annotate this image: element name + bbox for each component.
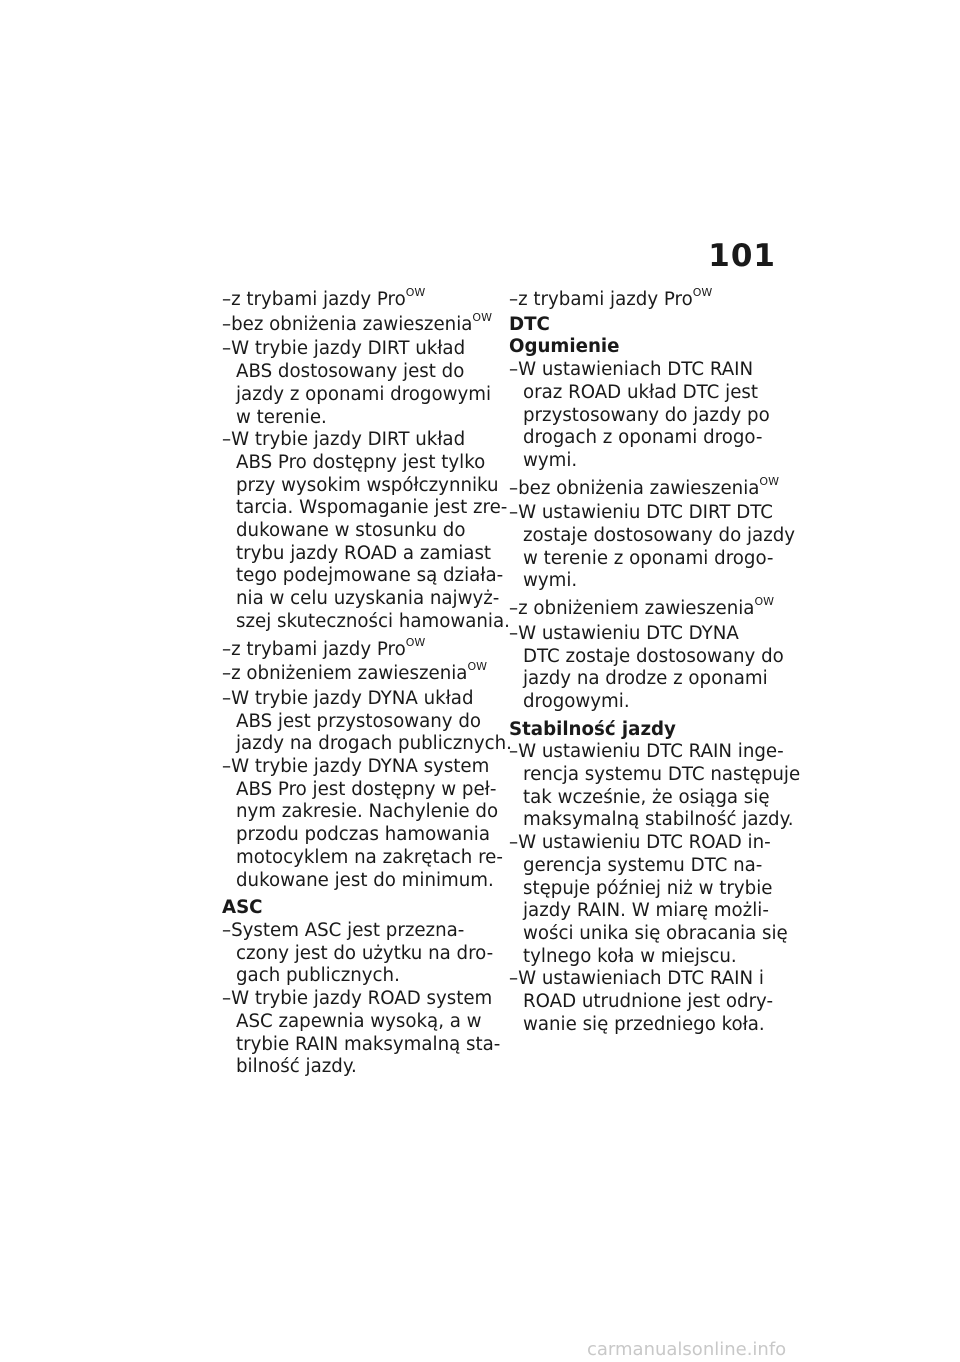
text-line bbox=[509, 382, 781, 405]
line-text: zostaje dostosowany do jazdy bbox=[523, 525, 796, 547]
text-line bbox=[509, 450, 781, 473]
line-text: –W trybie jazdy DIRT układ bbox=[222, 338, 466, 360]
option-superscript: OW bbox=[759, 474, 779, 488]
option-superscript: OW bbox=[405, 635, 426, 649]
text-line bbox=[509, 832, 781, 855]
line-text: –W trybie jazdy DYNA system bbox=[222, 756, 490, 778]
text-line bbox=[509, 668, 781, 691]
text-line bbox=[509, 855, 781, 878]
text-line bbox=[222, 801, 499, 824]
line-text: przodu podczas hamowania bbox=[236, 824, 490, 846]
line-text: ASC zapewnia wysoką, a w bbox=[236, 1010, 482, 1032]
line-text: DTC bbox=[509, 313, 550, 335]
line-text: jazdy z oponami drogowymi bbox=[236, 383, 492, 405]
text-line bbox=[222, 429, 492, 452]
text-line bbox=[509, 968, 781, 991]
left-column bbox=[222, 286, 512, 1079]
text-line bbox=[509, 878, 781, 901]
text-line bbox=[509, 502, 781, 525]
line-text: ASC bbox=[222, 897, 263, 919]
line-text: jazdy na drodze z oponami bbox=[523, 668, 768, 690]
line-text: w terenie z oponami drogo- bbox=[523, 547, 774, 569]
text-line bbox=[509, 645, 784, 669]
text-line bbox=[222, 286, 492, 314]
option-superscript: OW bbox=[467, 660, 487, 674]
line-text: Stabilność jazdy bbox=[509, 718, 676, 740]
text-line bbox=[509, 991, 781, 1014]
text-line bbox=[222, 1011, 492, 1034]
line-text: czony jest do użytku na dro- bbox=[236, 942, 494, 964]
text-line bbox=[509, 691, 781, 714]
text-line bbox=[222, 384, 492, 407]
line-text: –W trybie jazdy DYNA układ bbox=[222, 687, 474, 709]
line-text: bilność jazdy. bbox=[236, 1056, 357, 1078]
text-line bbox=[222, 688, 492, 711]
text-line bbox=[222, 1056, 492, 1079]
text-line bbox=[222, 588, 500, 611]
text-line bbox=[222, 824, 492, 847]
line-text: –W ustawieniu DTC ROAD in- bbox=[509, 832, 771, 854]
text-line bbox=[222, 733, 512, 756]
watermark: carmanualsonline.info bbox=[587, 1339, 787, 1360]
line-text: –W trybie jazdy DIRT układ bbox=[222, 429, 466, 451]
line-text: trybie RAIN maksymalną sta- bbox=[236, 1033, 501, 1055]
section-heading bbox=[509, 719, 781, 742]
section-heading bbox=[222, 897, 492, 920]
text-line bbox=[222, 660, 492, 688]
text-line bbox=[222, 543, 492, 566]
line-text: dukowane jest do minimum. bbox=[236, 869, 494, 891]
line-text: ABS Pro dostępny jest tylko bbox=[236, 451, 486, 473]
line-text: –W ustawieniu DTC DYNA bbox=[509, 622, 739, 644]
line-text: w terenie. bbox=[236, 406, 327, 428]
text-line bbox=[222, 1033, 501, 1057]
line-text: –W trybie jazdy ROAD system bbox=[222, 988, 493, 1010]
line-text: trybu jazdy ROAD a zamiast bbox=[236, 542, 492, 564]
line-text: tylnego koła w miejscu. bbox=[523, 945, 737, 967]
text-line bbox=[222, 965, 492, 988]
text-line bbox=[509, 809, 794, 832]
line-text: rencja systemu DTC następuje bbox=[523, 764, 801, 786]
option-superscript: OW bbox=[405, 286, 426, 299]
text-line bbox=[222, 711, 492, 734]
text-line bbox=[509, 595, 781, 623]
right-column bbox=[509, 286, 801, 1037]
text-line bbox=[222, 635, 492, 664]
text-line bbox=[222, 988, 492, 1011]
option-superscript: OW bbox=[472, 310, 492, 324]
line-text: dukowane w stosunku do bbox=[236, 520, 466, 542]
line-text: przystosowany do jazdy po bbox=[523, 404, 770, 426]
line-text: wymi. bbox=[523, 449, 578, 471]
line-text: tego podejmowane są działa- bbox=[236, 565, 504, 587]
line-text: stępuje później niż w trybie bbox=[523, 877, 773, 899]
text-line bbox=[222, 407, 492, 430]
text-line bbox=[222, 943, 492, 966]
text-line bbox=[509, 764, 801, 787]
line-text: –W ustawieniach DTC RAIN bbox=[509, 359, 754, 381]
text-line bbox=[222, 361, 492, 384]
line-text: przy wysokim współczynniku bbox=[236, 474, 499, 496]
text-line bbox=[222, 310, 492, 339]
text-line bbox=[222, 610, 510, 634]
section-heading bbox=[509, 314, 781, 337]
page-number: 101 bbox=[708, 238, 776, 274]
line-text: –System ASC jest przezna- bbox=[222, 919, 465, 941]
text-line bbox=[222, 870, 492, 893]
text-line bbox=[222, 497, 508, 520]
line-text: jazdy RAIN. W miarę możli- bbox=[523, 900, 769, 922]
text-line bbox=[222, 846, 503, 870]
text-line bbox=[509, 570, 781, 593]
line-text: –bez obniżenia zawieszenia bbox=[509, 477, 760, 499]
line-text: –z obniżeniem zawieszenia bbox=[222, 663, 468, 685]
line-text: gerencja systemu DTC na- bbox=[523, 854, 763, 876]
line-text: oraz ROAD układ DTC jest bbox=[523, 381, 759, 403]
text-line bbox=[509, 946, 781, 969]
line-text: wanie się przedniego koła. bbox=[523, 1013, 765, 1035]
text-line bbox=[509, 1014, 781, 1037]
text-line bbox=[222, 778, 497, 802]
line-text: –z obniżeniem zawieszenia bbox=[509, 598, 755, 620]
line-text: jazdy na drogach publicznych. bbox=[236, 733, 512, 755]
line-text: ABS dostosowany jest do bbox=[236, 361, 465, 383]
text-line bbox=[509, 900, 781, 923]
line-text: ABS Pro jest dostępny w peł- bbox=[236, 778, 497, 800]
line-text: Ogumienie bbox=[509, 336, 620, 358]
text-line bbox=[222, 520, 492, 543]
text-line bbox=[509, 359, 781, 382]
line-text: wymi. bbox=[523, 570, 578, 592]
line-text: –z trybami jazdy Pro bbox=[222, 289, 406, 310]
line-text: gach publicznych. bbox=[236, 965, 400, 987]
line-text: –z trybami jazdy Pro bbox=[222, 638, 406, 660]
text-line bbox=[222, 756, 492, 779]
line-text: drogach z oponami drogo- bbox=[523, 427, 763, 449]
line-text: –W ustawieniu DTC RAIN inge- bbox=[509, 741, 784, 763]
text-line bbox=[509, 427, 781, 450]
line-text: nym zakresie. Nachylenie do bbox=[236, 801, 499, 823]
line-text: nia w celu uzyskania najwyż- bbox=[236, 588, 500, 610]
text-line bbox=[222, 452, 492, 475]
text-line bbox=[222, 474, 499, 498]
line-text: tarcia. Wspomaganie jest zre- bbox=[236, 497, 508, 519]
text-line bbox=[222, 565, 504, 588]
text-line bbox=[509, 623, 781, 646]
text-line bbox=[509, 922, 788, 946]
text-line bbox=[222, 338, 492, 361]
line-text: drogowymi. bbox=[523, 690, 630, 712]
line-text: szej skuteczności hamowania. bbox=[236, 610, 510, 632]
line-text: –bez obniżenia zawieszenia bbox=[222, 313, 473, 335]
line-text: motocyklem na zakrętach re- bbox=[236, 846, 503, 868]
line-text: ABS jest przystosowany do bbox=[236, 710, 481, 732]
text-line bbox=[509, 548, 781, 571]
text-line bbox=[509, 286, 781, 314]
line-text: maksymalną stabilność jazdy. bbox=[523, 809, 794, 831]
line-text: wości unika się obracania się bbox=[523, 922, 788, 944]
option-superscript: OW bbox=[692, 286, 713, 299]
section-heading bbox=[509, 336, 781, 359]
text-line bbox=[509, 525, 796, 548]
text-line bbox=[222, 920, 492, 943]
line-text: –W ustawieniu DTC DIRT DTC bbox=[509, 502, 773, 524]
text-line bbox=[509, 741, 784, 764]
text-line bbox=[509, 405, 781, 428]
line-text: DTC zostaje dostosowany do bbox=[523, 645, 784, 667]
option-superscript: OW bbox=[754, 595, 774, 609]
line-text: tak wcześnie, że osiąga się bbox=[523, 786, 770, 808]
text-line bbox=[509, 787, 781, 810]
text-line bbox=[509, 474, 781, 503]
line-text: –W ustawieniach DTC RAIN i bbox=[509, 968, 764, 990]
line-text: ROAD utrudnione jest odry- bbox=[523, 991, 774, 1013]
line-text: –z trybami jazdy Pro bbox=[509, 289, 693, 310]
